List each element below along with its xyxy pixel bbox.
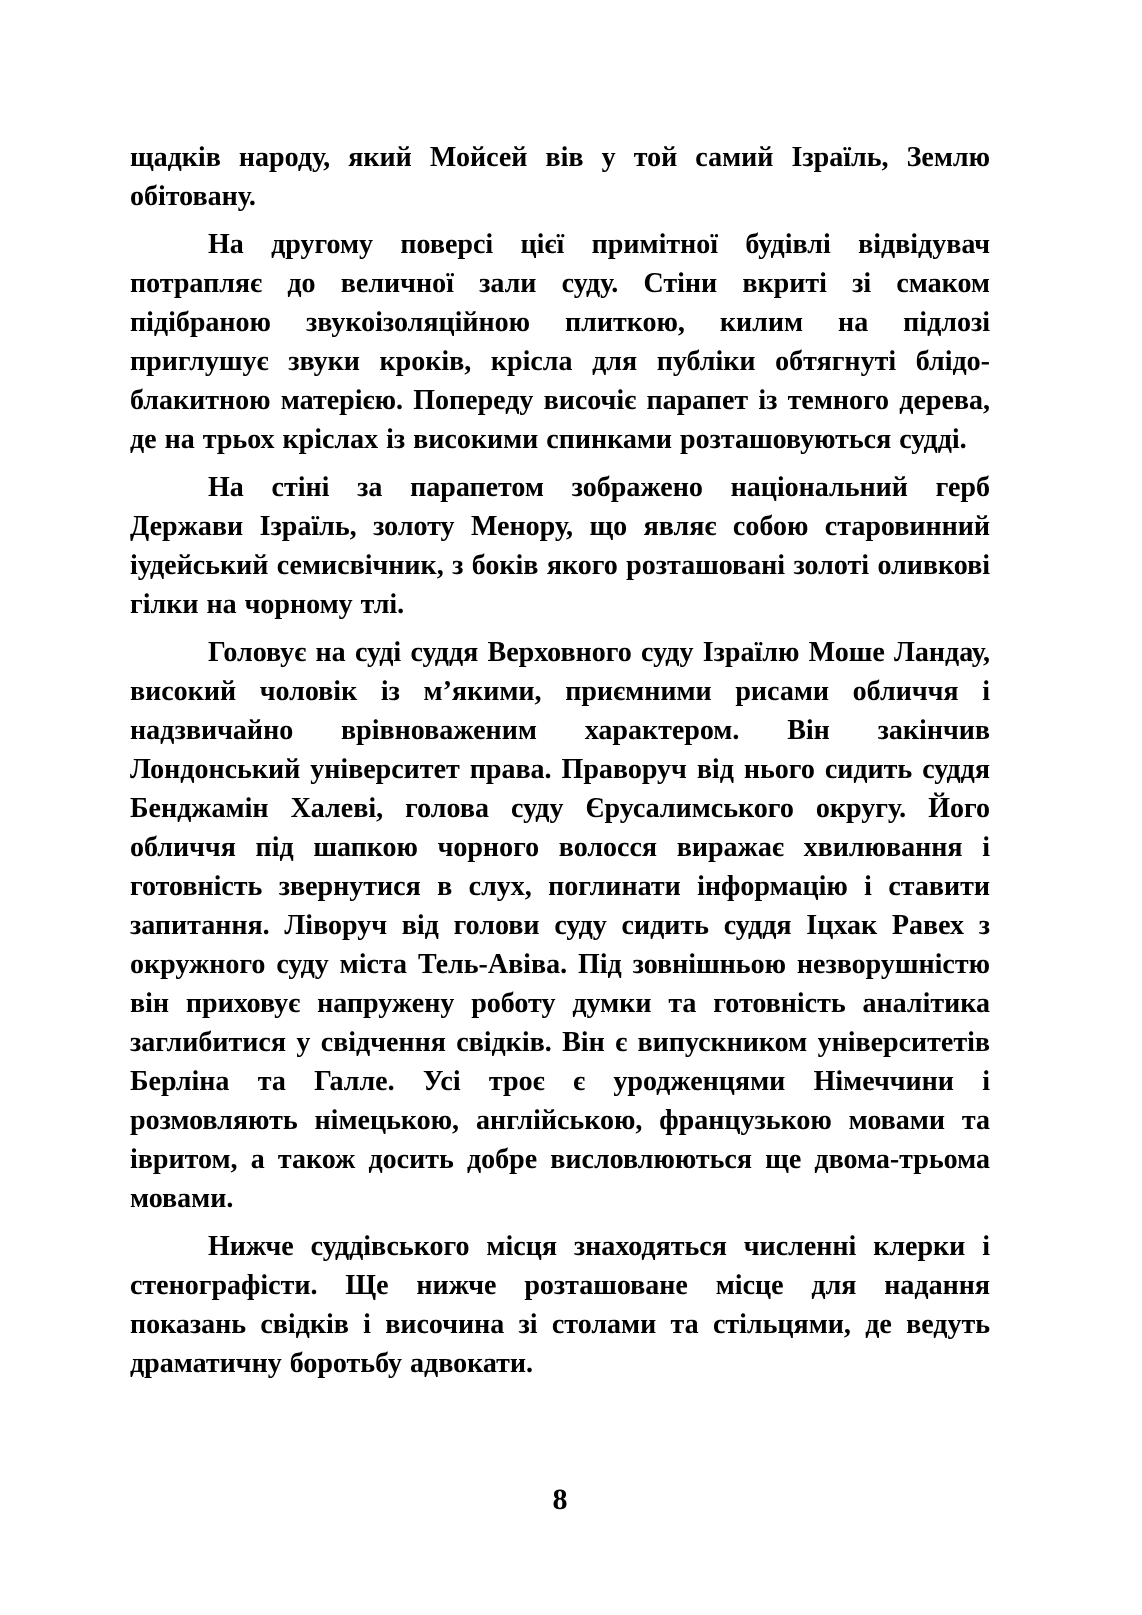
paragraph: Нижче суддівського місця знаходяться численні клерки і стенографісти. Ще нижче розташоване місце для надання показань свідків і височина зі столами та стільцями, де ведуть драматичну боротьбу адвокати. — [130, 1231, 990, 1379]
paragraph: На другому поверсі цієї примітної будівлі відвідувач потрапляє до величної зали суду. Стіни вкриті зі смаком підібраною звукоізоляційною плиткою, килим на підлозі приглушує звуки кроків, крісла для публіки обтягнуті блідо-блакитною матерією. Попереду височіє парапет із темного дерева, де на трьох кріслах із високими спинками розташовуються судді. — [130, 229, 990, 455]
paragraph: Головує на суді суддя Верховного суду Ізраїлю Моше Ландау, високий чоловік із м’якими, приємними рисами обличчя і надзвичайно врівноваженим характером. Він закінчив Лондонський університет права. Праворуч від нього сидить суддя Бенджамін Халеві, голова суду Єрусалимського округу. Його обличчя під шапкою чорного волосся виражає хвилювання і готовність звернутися в слух, поглинати інформацію і ставити запитання. Ліворуч від голови суду сидить суддя Іцхак Равех з окружного суду міста Тель-Авіва. Під зовнішньою незворушністю він приховує напружену роботу думки та готовність аналітика заглибитися у свідчення свідків. Він є випускником університетів Берліна та Галле. Усі троє є уродженцями Німеччини і розмовляють німецькою, англійською, французькою мовами та івритом, а також досить добре висловлюються ще двома-трьома мовами. — [130, 637, 990, 1214]
paragraph: На стіні за парапетом зображено національний герб Держави Ізраїль, золоту Менору, що являє собою старовинний іудейський семисвічник, з боків якого розташовані золоті оливкові гілки на чорному тлі. — [130, 472, 990, 620]
page-number: 8 — [552, 1483, 568, 1516]
paragraph-continuation: щадків народу, який Мойсей вів у той самий Ізраїль, Землю обітовану. — [130, 142, 990, 212]
text-block — [130, 138, 990, 1383]
